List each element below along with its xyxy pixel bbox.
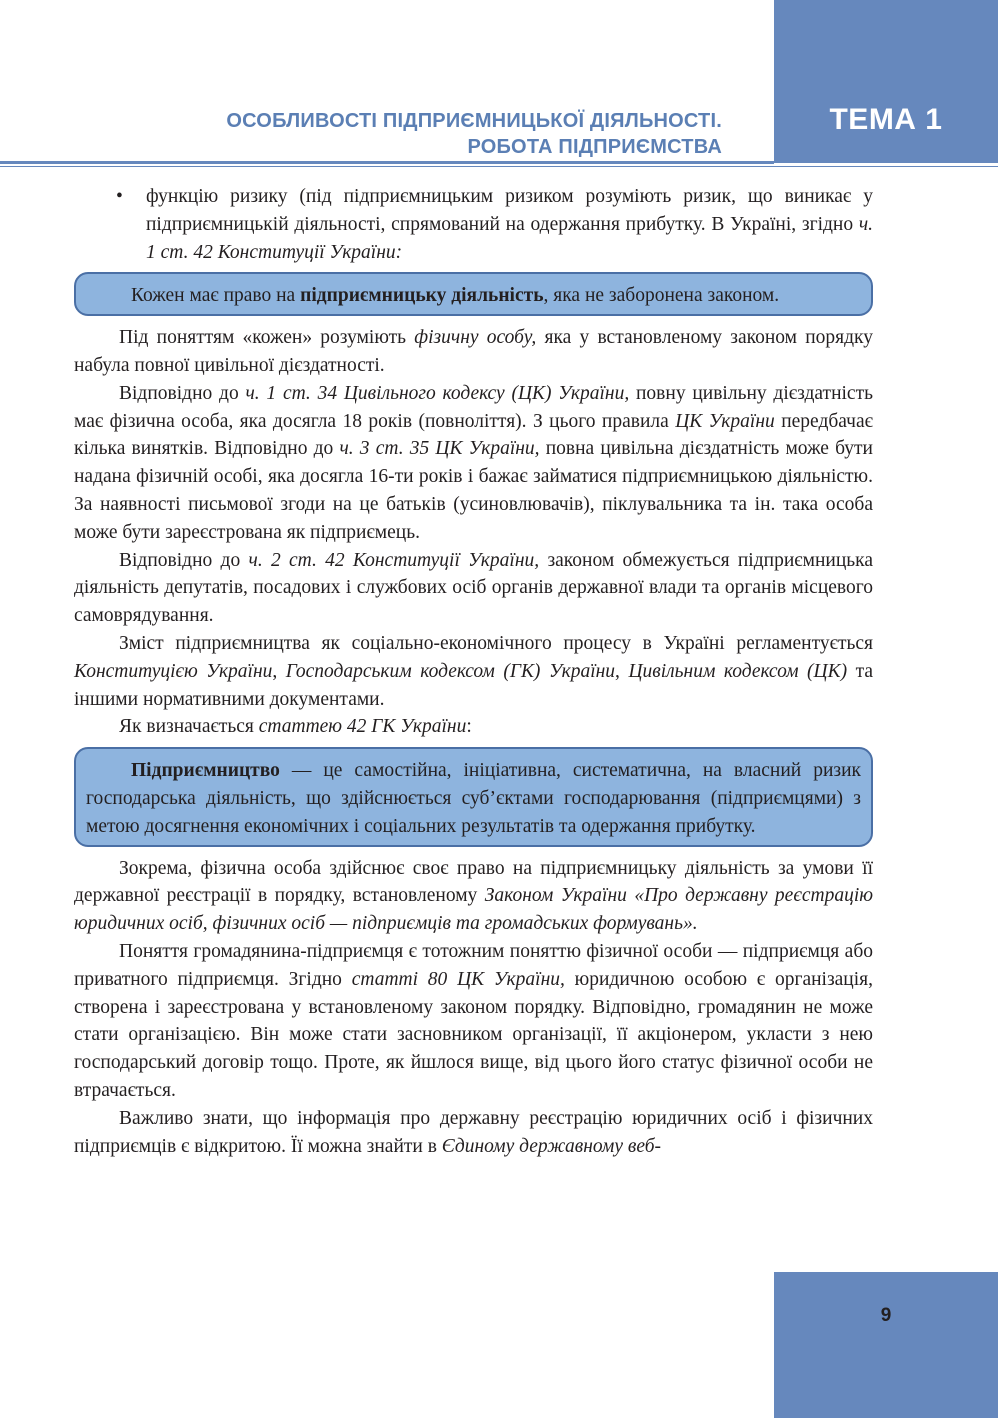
theme-label: ТЕМА 1 [829, 103, 943, 136]
paragraph-2 [74, 380, 873, 547]
p5-b: : [466, 716, 472, 738]
p2-b: повну цивільну дієздатність має фізична особа, яка досягла 18 років (повноліття). З цього правила [74, 382, 873, 432]
p1-a: Під поняттям «кожен» розуміють [119, 327, 415, 349]
p7-a: Поняття громадянина-підприємця є тотожним поняттю фізичної особи — підприємця або приватного підприємця. Згідно [74, 940, 873, 990]
callout-entrepreneurship-definition [74, 747, 873, 846]
bullet-dot-icon: • [116, 186, 123, 207]
p4-i1: Конституцією України [74, 660, 273, 682]
paragraph-6 [74, 855, 873, 938]
p3-b: законом обмежується підприємницька діяльність депутатів, посадових і службових осіб органів державної влади та органів місцевого самоврядування. [74, 549, 874, 627]
p6-i1: Законом України «Про державну реєстрацію юридичних осіб, фізичних осіб — підприємців та громадських формувань». [74, 885, 873, 935]
p4-i3: Цивільним кодексом (ЦК) [628, 660, 848, 682]
p2-i3: ч. 3 ст. 35 ЦК України, [339, 438, 540, 460]
p5-a: Як визначається [119, 716, 259, 738]
bullet-reference: ч. 1 ст. 42 Конституції України: [146, 213, 873, 263]
p4-b: , [272, 660, 286, 682]
p2-i2: ЦК України [675, 410, 775, 432]
p4-a: Зміст підприємництва як соціально-економічного процесу в Україні регламентується [119, 632, 873, 654]
p1-b: яка у встановленому законом порядку набула повної цивільної дієздатності. [74, 327, 873, 376]
page-number: 9 [880, 1305, 892, 1326]
header-rule-thick [0, 161, 774, 164]
callout1-bold: підприємницьку діяльність [300, 285, 544, 307]
page-header-title [226, 108, 722, 160]
p2-d: повна цивільна дієздатність може бути надана фізичній особі, яка досягла 16-ти років і бажає займатися підприємницькою діяльністю. За наявності письмової згоди на це батьків (усиновлювачів), піклувальника та ін. така особа може бути зареєстрована як підприємець. [74, 438, 873, 543]
paragraph-7 [74, 938, 873, 1105]
header-title-line2: РОБОТА ПІДПРИЄМСТВА [467, 136, 722, 158]
p3-i1: ч. 2 ст. 42 Конституції України, [248, 549, 540, 571]
theme-tab [774, 0, 998, 163]
p7-i1: статті 80 ЦК України, [351, 968, 565, 990]
bullet-text: функцію ризику (під підприємницьким ризиком розуміють ризик, що виникає у підприємницькій діяльності, спрямований на одержання прибутку. В Україні, згідно [146, 186, 873, 235]
paragraph-5 [74, 713, 873, 741]
page-content [74, 183, 873, 1160]
p2-a: Відповідно до [119, 382, 246, 404]
p2-c: передбачає кілька винятків. Відповідно до [74, 410, 873, 460]
callout1-post: , яка не заборонена законом. [543, 285, 780, 307]
callout1-pre: Кожен має право на [131, 285, 301, 307]
p8-a: Важливо знати, що інформація про державну реєстрацію юридичних осіб і фізичних підприємців є відкритою. Її можна знайти в [74, 1107, 873, 1157]
paragraph-3 [74, 547, 873, 630]
page-number-box [774, 1272, 998, 1418]
p7-b: юридичною особою є організація, створена і зареєстрована у встановленому законом порядку. Відповідно, громадянин не може стати організацією. Він може стати засновником організації, її акціонером, укласти з нею господарський договір тощо. Проте, як йшлося вище, від цього його статус фізичної особи не втрачається. [74, 968, 874, 1101]
callout2-post: — це самостійна, ініціативна, систематична, на власний ризик господарська діяльність, що здійснюється суб’єктами господарювання (підприємцями) з метою досягнення економічних і соціальних результатів та одержання прибутку. [86, 760, 861, 837]
p1-i1: фізичну особу, [414, 327, 537, 349]
paragraph-4 [74, 630, 873, 713]
p4-i2: Господарським кодексом (ГК) України [285, 660, 616, 682]
callout1-text [86, 282, 861, 310]
p4-c: , [615, 660, 629, 682]
callout2-text [86, 757, 861, 840]
p6-a: Зокрема, фізична особа здійснює своє право на підприємницьку діяльність за умови її державної реєстрації в порядку, встановленому [74, 857, 873, 907]
bullet-item-risk [74, 183, 873, 266]
p2-i1: ч. 1 ст. 34 Цивільного кодексу (ЦК) України, [245, 382, 630, 404]
paragraph-1 [74, 324, 873, 380]
callout2-bold: Підприємництво [131, 760, 280, 782]
paragraph-8 [74, 1105, 873, 1161]
p4-d: та іншими нормативними документами. [74, 660, 874, 710]
p5-i1: статтею 42 ГК України [258, 716, 467, 738]
p3-a: Відповідно до [119, 549, 249, 571]
p8-i1: Єдиному державному веб- [441, 1135, 662, 1157]
header-title-line1: ОСОБЛИВОСТІ ПІДПРИЄМНИЦЬКОЇ ДІЯЛЬНОСТІ. [226, 110, 722, 132]
header-rule-thin [0, 166, 998, 167]
callout-right-to-business [74, 272, 873, 316]
